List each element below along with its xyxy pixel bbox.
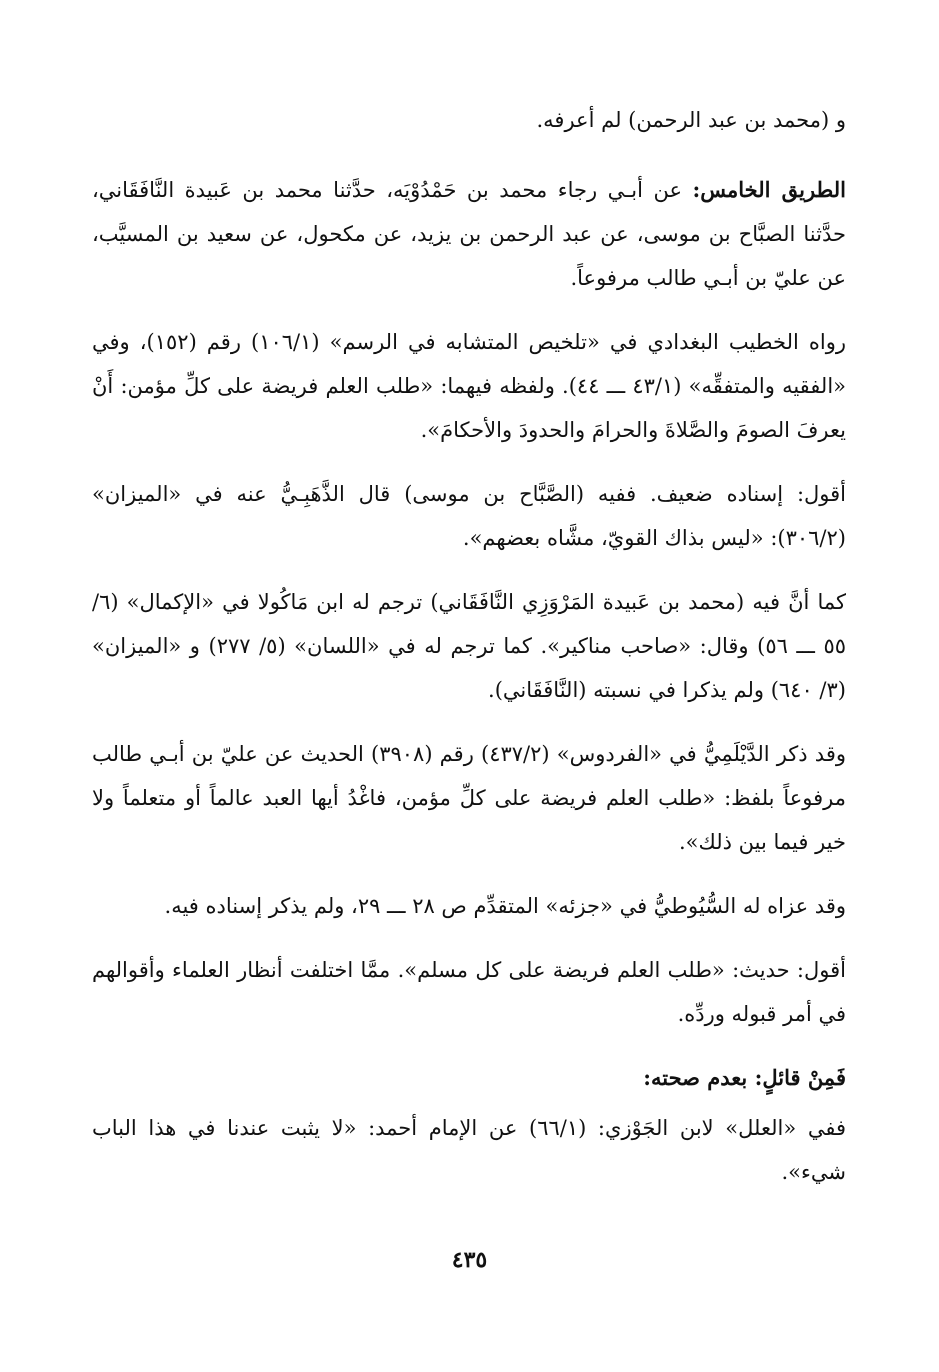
paragraph-7: وقد عزاه له السُّيُوطيُّ في «جزئه» المتقدِّم ص ٢٨ ـــ ٢٩، ولم يذكر إسناده فيه. bbox=[164, 894, 846, 918]
paragraph-2 bbox=[92, 168, 846, 300]
paragraph-3: رواه الخطيب البغدادي في «تلخيص المتشابه في الرسم» (١٠٦/١) رقم (١٥٢)، وفي «الفقيه والمتفقِّه» (٤٣/١ ـــ ٤٤). ولفظه فيهما: «طلب العلم فريضة على كلِّ مؤمن: أَنْ يعرفَ الصومَ والصَّلاةَ والحرامَ والحدودَ والأحكامَ». bbox=[92, 330, 847, 442]
paragraph-2-body: عن أبـي رجاء محمد بن حَمْدُوْيَه، حدَّثنا محمد بن عَبيدة النَّافَقَاني، حدَّثنا الصبَّاح بن موسى، عن عبد الرحمن بن يزيد، عن مكحول، عن سعيد بن المسيَّب، عن عليّ بن أبـي طالب مرفوعاً. bbox=[92, 178, 846, 290]
subheading: فَمِنْ قائلٍ: بعدم صحته: bbox=[643, 1065, 846, 1090]
page-number: ٤٣٥ bbox=[451, 1247, 488, 1273]
page-body bbox=[92, 98, 846, 1214]
paragraph-6: وقد ذكر الدَّيْلَمِيُّ في «الفردوس» (٤٣٧/٢) رقم (٣٩٠٨) الحديث عن عليّ بن أبـي طالب مرفوعاً بلفظ: «طلب العلم فريضة على كلِّ مؤمن، فاغْدُ أيها العبد عالماً أو متعلماً ولا خير فيما بين ذلك». bbox=[92, 742, 846, 854]
paragraph-1: و (محمد بن عبد الرحمن) لم أعرفه. bbox=[536, 108, 846, 132]
paragraph-5: كما أنَّ فيه (محمد بن عَبيدة المَرْوَزِي النَّافَقَاني) ترجم له ابن مَاكُولا في «الإكمال» (٦/ ٥٥ ـــ ٥٦) وقال: «صاحب مناكير». كما ترجم له في «اللسان» (٥/ ٢٧٧) و «الميزان» (٣/ ٦٤٠) ولم يذكرا في نسبته (النَّافَقَاني). bbox=[92, 590, 847, 702]
paragraph-8: أقول: حديث: «طلب العلم فريضة على كل مسلم». ممَّا اختلفت أنظار العلماء وأقوالهم في أمر قبوله وردِّه. bbox=[92, 958, 846, 1026]
paragraph-4: أقول: إسناده ضعيف. ففيه (الصَّبَّاح بن موسى) قال الذَّهَبِـيُّ عنه في «الميزان» (٣٠٦/٢): «ليس بذاك القويّ، مشَّاه بعضهم». bbox=[92, 482, 846, 550]
section-lead-fifth-path: الطريق الخامس: bbox=[692, 177, 846, 202]
paragraph-9: ففي «العلل» لابن الجَوْزي: (٦٦/١) عن الإمام أحمد: «لا يثبت عندنا في هذا الباب شيء». bbox=[92, 1116, 846, 1184]
